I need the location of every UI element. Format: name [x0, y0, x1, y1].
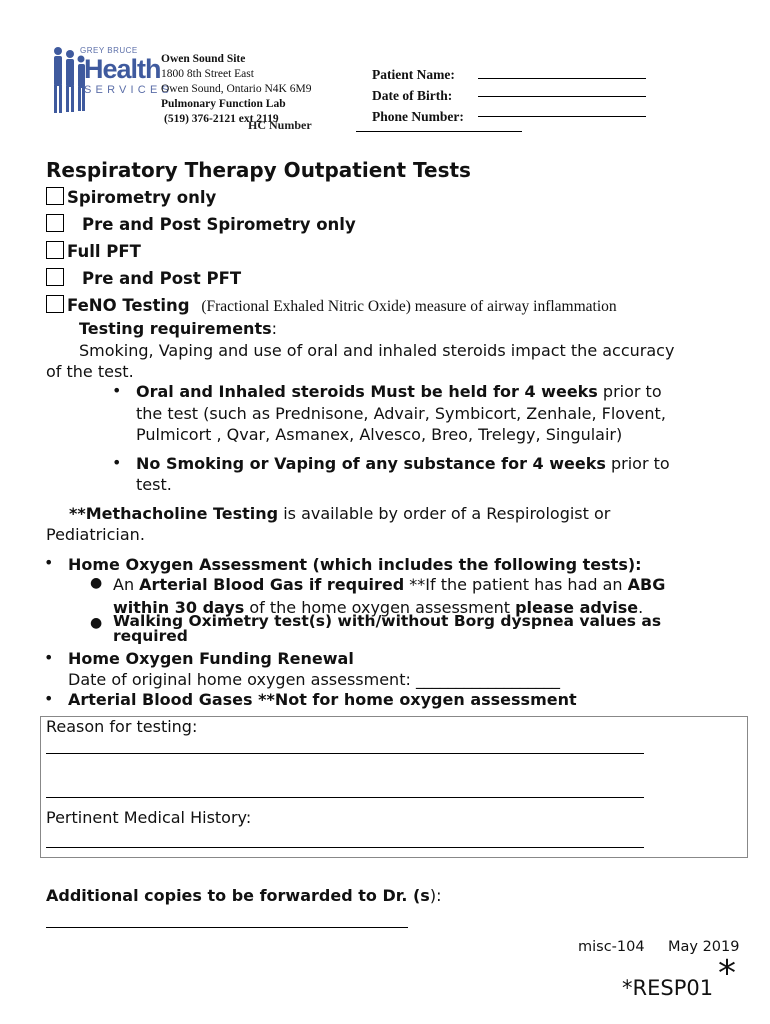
steroids-rest: prior to	[597, 382, 662, 401]
abg-mid: **If the patient has had an	[404, 575, 628, 594]
site-city: Owen Sound, Ontario N4K 6M9	[161, 83, 312, 95]
feno-description: (Fractional Exhaled Nitric Oxide) measure of airway inflammation	[201, 298, 617, 315]
steroids-line2: the test (such as Prednisone, Advair, Symbicort, Zenhale, Flovent,	[136, 404, 666, 423]
smoking-bold: No Smoking or Vaping of any substance for 4 weeks	[136, 454, 606, 473]
site-address-block	[161, 52, 311, 127]
reason-line-1[interactable]	[46, 753, 644, 754]
abg-line2-bold: within 30 days	[113, 598, 245, 617]
full-pft-checkbox[interactable]	[46, 241, 64, 259]
test-option	[46, 241, 141, 261]
abg-line2-bold2: please advise	[515, 598, 639, 617]
copies-label: Additional copies to be forwarded to Dr. (	[46, 886, 421, 905]
feno-checkbox[interactable]	[46, 295, 64, 313]
form-code: misc-104	[578, 939, 645, 955]
test-label: Full PFT	[67, 242, 141, 261]
bullet-icon: •	[44, 553, 54, 572]
patient-name-field[interactable]	[478, 78, 646, 79]
history-line[interactable]	[46, 847, 644, 848]
funding-date-label: Date of original home oxygen assessment: __________________	[68, 670, 560, 689]
bullet-icon: ●	[90, 575, 103, 591]
test-label: FeNO Testing	[67, 296, 190, 315]
barcode-text: *RESP01	[622, 976, 714, 1000]
smoking-line2: test.	[136, 475, 172, 494]
bullet-icon: •	[44, 689, 54, 708]
phone-field[interactable]	[478, 116, 646, 117]
site-name: Owen Sound Site	[161, 53, 246, 65]
hc-number-line[interactable]	[356, 131, 522, 132]
requirements-intro-cont: of the test.	[46, 362, 134, 381]
hc-number-label: HC Number	[248, 118, 312, 132]
methacholine-rest: is available by order of a Respirologist or	[278, 504, 611, 523]
reason-label: Reason for testing:	[46, 717, 198, 736]
copies-colon: :	[436, 886, 442, 905]
requirements-heading: Testing requirements	[79, 319, 272, 338]
abg-bold2: ABG	[627, 575, 666, 594]
funding-heading: Home Oxygen Funding Renewal	[68, 649, 354, 668]
abg-line2-end: .	[638, 598, 644, 617]
test-label: Pre and Post PFT	[82, 269, 242, 288]
logo-name: Health	[84, 54, 161, 84]
dob-label: Date of Birth:	[372, 88, 453, 103]
form-date: May 2019	[668, 939, 740, 955]
abg-note: **Not for home oxygen assessment	[252, 690, 577, 709]
abg-line2-mid: of the home oxygen assessment	[244, 598, 516, 617]
bullet-icon: ●	[90, 615, 103, 631]
history-label: Pertinent Medical History:	[46, 808, 252, 827]
requirements-intro: Smoking, Vaping and use of oral and inhaled steroids impact the accuracy	[79, 341, 675, 360]
abg-bold: Arterial Blood Gas if required	[139, 575, 405, 594]
page-title: Respiratory Therapy Outpatient Tests	[46, 158, 471, 182]
phone-label: Phone Number:	[372, 109, 464, 124]
test-option	[46, 187, 216, 207]
home-oxygen-heading: Home Oxygen Assessment (which includes the following tests):	[68, 555, 642, 574]
bullet-icon: •	[44, 648, 54, 667]
copies-s: s	[420, 886, 430, 905]
reason-line-2[interactable]	[46, 797, 644, 798]
smoking-rest: prior to	[605, 454, 670, 473]
test-label: Pre and Post Spirometry only	[82, 215, 356, 234]
barcode-star: *	[718, 953, 736, 994]
methacholine-bold: **Methacholine Testing	[69, 504, 279, 523]
test-option	[46, 295, 617, 316]
steroids-bold: Oral and Inhaled steroids Must be held for 4 weeks	[136, 382, 598, 401]
logo-sub: SERVICES	[84, 84, 174, 96]
test-label: Spirometry only	[67, 188, 217, 207]
walking-oximetry-line1: Walking Oximetry test(s) with/without Borg dyspnea values as	[113, 612, 662, 630]
bullet-icon: •	[112, 453, 122, 472]
walking-oximetry-line2: required	[113, 627, 188, 645]
patient-name-label: Patient Name:	[372, 67, 455, 82]
pre-post-pft-checkbox[interactable]	[46, 268, 64, 286]
spirometry-checkbox[interactable]	[46, 187, 64, 205]
clinical-info-box	[40, 716, 748, 858]
bullet-icon: •	[112, 381, 122, 400]
patient-fields	[372, 64, 464, 127]
site-street: 1800 8th Street East	[161, 68, 254, 80]
requirements-colon: :	[271, 319, 277, 338]
abg-label: Arterial Blood Gases	[68, 690, 253, 709]
health-services-logo-figures-icon	[50, 45, 86, 115]
copies-line[interactable]	[46, 927, 408, 928]
dob-field[interactable]	[478, 96, 646, 97]
test-option	[46, 268, 241, 288]
logo-org-text: GREY BRUCE	[80, 46, 138, 55]
site-phone: (519) 376-2121 ext 2119	[164, 113, 279, 125]
test-option	[46, 214, 356, 234]
methacholine-line2: Pediatrician.	[46, 525, 145, 544]
site-lab: Pulmonary Function Lab	[161, 98, 286, 110]
abg-pre: An	[113, 575, 140, 594]
steroids-line3: Pulmicort , Qvar, Asmanex, Alvesco, Breo, Trelegy, Singulair)	[136, 425, 623, 444]
pre-post-spirometry-checkbox[interactable]	[46, 214, 64, 232]
copies-close: )	[429, 886, 437, 905]
